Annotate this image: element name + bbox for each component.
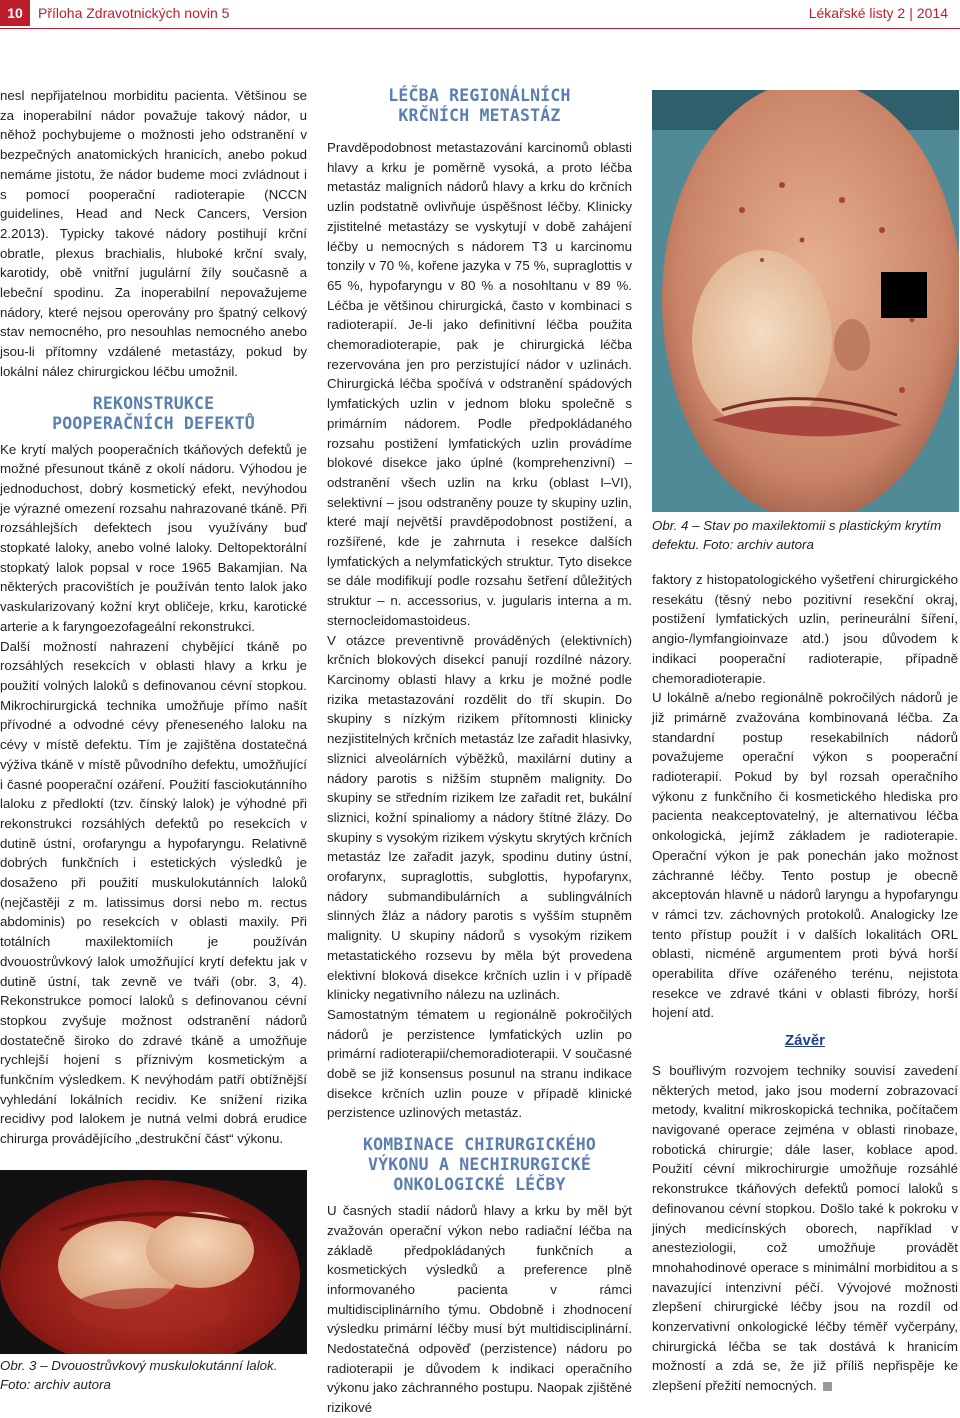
caption-line: Foto: archiv autora	[0, 1377, 111, 1392]
paragraph: Další možností nahrazení chybějící tkáně po rozsáhlých resekcích v oblasti hlavy a krku je použití volných laloků s definovanou cévní stopkou. Mikrochirurgická technika umožňuje přímo našít přívodné a odvodné cévy přeneseného laloku na cévy v místě defektu. Tím je zajištěna dostatečná výživa tkáně v místě původního defektu, umožňující i časné pooperační ozáření. Použití fasciokutánního laloku z předloktí (tzv. čínský lalok) je výhodné při rekonstrukci rozsáhlých defektů po resekcích v dutině ústní, orofaryngu a hypofaryngu. Relativně dobrých funkčních i estetických výsledků je dosaženo při použití muskulokutánních laloků (nejčastěji z m. latissimus dorsi nebo m. rectus abdominis) po resekcích v oblasti maxily. Při totálních maxilektomiích je používán dvouostrůvkový lalok umožňující krytí defektu jak v dutině ústní, tak zevně ve tváři (obr. 3, 4). Rekonstrukce pomocí laloků s definovanou cévní stopkou zvyšuje možnost odstranění nádorů dostatečně široko do zdravé tkáně a umožňuje rychlejší hojení s příznivým kosmetickým a funkčním výsledkem. K nevýhodám patří obtížnější vyhledání lokálních recidiv. Ke snížení rizika recidivy pod lalokem je nutná velmi dobrá erudice chirurga provádějícího „destrukční část“ výkonu.	[0, 638, 307, 1147]
heading-line: KRČNÍCH METASTÁZ	[398, 106, 561, 125]
paragraph: U časných stadií nádorů hlavy a krku by měl být zvažován operační výkon nebo radiační léčba na základě předpokládaných funkčních a kosmetických výsledků a preference plně informovaného pacienta v rámci multidisciplinárního týmu. Obdobně i zhodnocení výsledku primární léčby musí být multidisciplinární. Nedostatečná odpověď (perzistence) nádoru po radioterapii je důvodem k indikaci operačního výkonu jako záchranného postupu. Naopak zjištěné rizikové	[327, 1203, 632, 1416]
paragraph	[652, 1061, 958, 1396]
publication-name: Příloha Zdravotnických novin 5	[38, 5, 230, 21]
section-heading-conclusion: Závěr	[784, 1032, 826, 1050]
heading-line: ONKOLOGICKÉ LÉČBY	[393, 1175, 566, 1195]
figure-3-image	[0, 1170, 307, 1354]
flap-photo	[0, 1170, 307, 1354]
end-of-article-mark	[823, 1382, 832, 1391]
heading-line: VÝKONU A NECHIRURGICKÉ	[368, 1155, 591, 1175]
caption-line: Obr. 3 – Dvouostrůvkový muskulokutánní lalok.	[0, 1358, 278, 1373]
paragraph: U lokálně a/nebo regionálně pokročilých nádorů je již primárně zvažována kombinovaná léčba. Za standardní postup resekabilních nádorů považujeme operační výkon s pooperační radioterapií. Pokud by byl rozsah operačního výkonu z funkčního či kosmetického hlediska pro pacienta neakceptovatelný, je alternativou léčba onkologická, jejímž základem je radioterapie. Operační výkon je pak ponechán jako možnost záchranné léčby. Tento postup je obecně akceptován hlavně u nádorů laryngu a hypofaryngu v rámci tzv. záchovných protokolů. Analogicky lze tento přístup použít i v dalších lokalitách ORL oblasti, nicméně argumentem proti bývá horší operabilita dříve ozářeného terénu, nejistota resekce ve zdravé tkáni v oblasti fibrózy, horší hojení atd.	[652, 690, 958, 1021]
heading-line: KOMBINACE CHIRURGICKÉHO	[362, 1135, 597, 1155]
header-separator: |	[909, 5, 913, 21]
section-heading-reconstruction	[0, 394, 307, 434]
face-photo	[652, 90, 959, 512]
heading-line: POOPERAČNÍCH DEFEKTŮ	[52, 413, 255, 433]
figure-3-caption	[0, 1356, 310, 1394]
caption-line: Obr. 4 – Stav po maxilektomii s plastickým krytím	[652, 518, 942, 533]
paragraph: faktory z histopatologického vyšetření chirurgického resekátu (těsný nebo pozitivní resekční okraj, postižení lymfatických uzlin, perineurální šíření, angio-/lymfangioinvaze atd.) jsou důvodem k indikaci pooperační radioterapie, případně chemoradioterapie.	[652, 572, 958, 686]
column-1	[0, 86, 307, 1149]
heading-line: REKONSTRUKCE	[92, 393, 215, 413]
paragraph: Ke krytí malých pooperačních tkáňových defektů je možné přesunout tkáně z okolí nádoru. Výhodou je jednoduchost, dobrý kosmetický efekt, nevýhodou je výrazné omezení rozsahu nahrazované tkáně. Při rozsáhlejších defektech jsou využívány buď stopkaté laloky, anebo volné laloky. Deltopektorální stopkatý lalok popsal v roce 1965 Bakamjian. Na některých pracovištích je používán tento lalok jako vaskularizovaný kožní kryt obličeje, krku, karotické arterie a k faryngoezofageální rekonstrukci.	[0, 441, 307, 634]
figure-4-caption	[652, 516, 958, 554]
header-rule	[0, 28, 960, 29]
paragraph: V otázce preventivně prováděných (elektivních) krčních blokových disekcí panují rozdílné názory. Karcinomy oblasti hlavy a krku je možné podle rizika metastazování rozdělit do tří skupin. Do skupiny s nízkým rizikem přítomnosti klinicky nezjistitelných krčních metastáz lze zařadit hlasivky, sliznici alveolárních výběžků, maxilární dutiny a nádory parotis s nižším stupněm malignity. Do skupiny se středním rizikem lze zařadit ret, bukální sliznici, kožní spinaliomy a nádory štítné žlázy. Do skupiny s vysokým rizikem výskytu skrytých krčních metastáz lze zařadit jazyk, spodinu dutiny ústní, orofarynx, supraglottis, subglottis, hypofarynx, nádory submandibulárních a sublingválních slinných žláz a nádory parotis s vyšším stupněm malignity. U skupiny nádorů s vysokým rizikem metastatického rozsevu by měla být provedena elektivní bloková disekce krčních uzlin i v případě klinicky negativního nálezu na uzlinách.	[327, 632, 632, 1003]
figure-4-image	[652, 90, 959, 512]
column-2	[327, 86, 632, 1418]
column-3	[652, 570, 958, 1396]
journal-name: Lékařské listy 2	[808, 5, 906, 21]
eye-censor-box	[881, 272, 927, 318]
section-heading-combination	[327, 1135, 632, 1195]
paragraph: nesl nepřijatelnou morbiditu pacienta. Většinou se za inoperabilní nádor považuje takový nádor, u něhož pochybujeme o možnosti jeho odstranění v bezpečných anatomických hranicích, anebo pokud nemáme jistotu, že nádor budeme moci zvládnout i s pomocí pooperační radioterapie (NCCN guidelines, Head and Neck Cancers, Version 2.2013). Typicky takové nádory postihují krční obratle, plexus brachialis, hluboké krční svaly, karotidy, obě vnitřní jugulární žíly současně a lebeční spodinu. Za inoperabilní nepovažujeme nádory, které nejsou operovány pro špatný celkový stav nemocného, pro nesouhlas nemocného anebo jsou-li přítomny vzdálené metastázy, pokud by lokální nález chirurgickou léčbu umožnil.	[0, 88, 307, 379]
paragraph: Samostatným tématem u regionálně pokročilých nádorů je perzistence lymfatických uzlin po primární radioterapii/chemoradioterapii. V současné době se již konsensus posunul na stranu indikace disekce krčních uzlin pouze v případě klinické perzistence uzlinových metastáz.	[327, 1006, 632, 1121]
journal-year: 2014	[916, 5, 948, 21]
heading-line: LÉČBA REGIONÁLNÍCH	[388, 86, 571, 105]
page-header	[0, 0, 960, 34]
paragraph: Pravděpodobnost metastazování karcinomů oblasti hlavy a krku je poměrně vysoká, a proto léčba metastáz maligních nádorů hlavy a krku do krčních uzlin podstatně ovlivňuje úspěšnost léčby. Klinicky zjistitelné metastázy se vyskytují v době zahájení léčby u nemocných s nádorem T3 u karcinomu tonzily v 70 %, kořene jazyka v 75 %, supraglottis v 65 %, hypofaryngu v 80 % a nosohltanu v 89 %. Léčba je většinou chirurgická, často v kombinaci s radioterapií. Je-li jako definitivní léčba použita chemoradioterapie, pak je chirurgická léčba rezervována jen pro perzistující nádor v uzlinách. Chirurgická léčba spočívá v odstranění spádových lymfatických uzlin v jednom bloku společně s primárním nádorem. Podle předpokládaného rozsahu postižení lymfatických uzlin provádíme blokové disekce jako úplné (komprehenzivní) – odstranění všech uzlin na krku (oblast I–VI), selektivní – jsou odstraněny pouze ty skupiny uzlin, které mají největší pravděpodobnost postižení, a rozšířené, kde je zahrnuta i resekce dalších lymfatických a nelymfatických struktur. Tyto disekce se dále modifikují podle rozsahu šetření důležitých struktur – n. accessorius, v. jugularis interna a m. sternocleidomastoideus.	[327, 140, 632, 628]
section-heading-regional-metastases	[327, 86, 632, 126]
page-number: 10	[0, 0, 30, 26]
journal-issue	[809, 0, 948, 26]
caption-line: defektu. Foto: archiv autora	[652, 537, 814, 552]
conclusion-text: S bouřlivým rozvojem techniky souvisí zavedení některých metod, jako jsou moderní zobrazovací metody, kvalitní mikroskopická technika, počítačem navigované operace zejména v oblasti rinobaze, robotická chirurgie; dále laser, koblace apod. Použití cévní mikrochirurgie umožňuje rozsáhlé rekonstrukce tkáňových defektů pomocí laloků s definovanou cévní stopkou. Došlo také k pokroku v jiných medicínských oborech, například v anesteziologii, což umožňuje provádět mnohahodinové operace s minimální morbiditou a s navazující intenzivní péčí. Vývojové možnosti zlepšení chirurgické léčby jsou na rozdíl od konzervativní onkologické léčby téměř vyčerpány, chirurgická léčba se tak dostává k hranicím možností a zdá se, že již příliš nepřispěje ke zlepšení přežití nemocných.	[652, 1062, 958, 1394]
